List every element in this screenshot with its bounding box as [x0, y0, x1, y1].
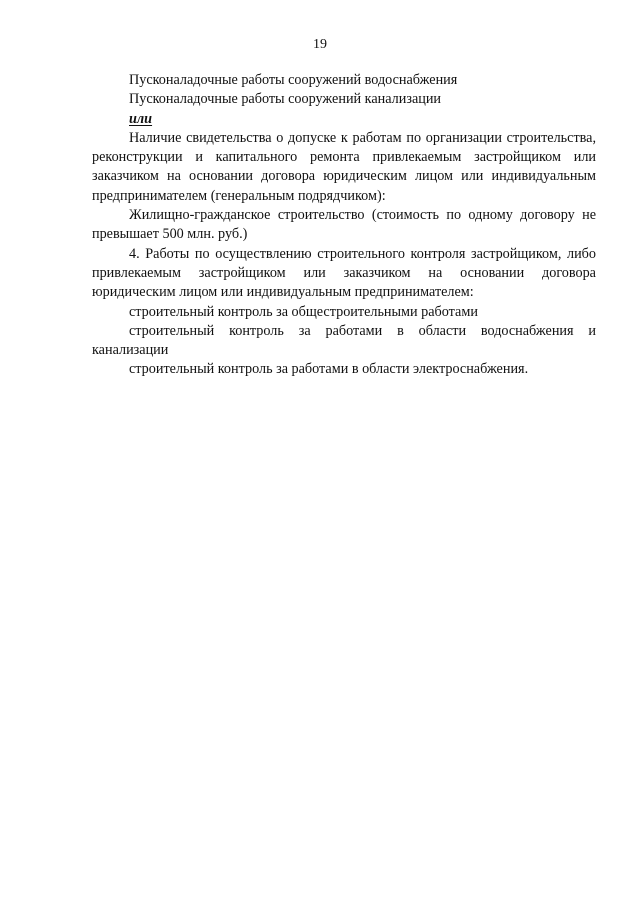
paragraph-or-separator: или: [129, 110, 153, 127]
paragraph-power-supply-control: строительный контроль за работами в области электроснабжения.: [129, 361, 529, 378]
paragraph-water-sewer-control: строительный контроль за работами в области водоснабжения и канализации: [92, 322, 596, 359]
paragraph-residential-construction: Жилищно-гражданское строительство (стоимость по одному договору не превышает 500 млн. руб.): [92, 207, 596, 243]
paragraph-sewerage-commissioning: Пусконаладочные работы сооружений канализации: [129, 91, 442, 108]
document-body: [92, 71, 596, 380]
paragraph-permit-certificate: Наличие свидетельства о допуске к работам по организации строительства, реконструкции и капитального ремонта привлекаемым застройщиком или заказчиком на основании договора юридическим лицом или индивидуальным предпринимателем (генеральным подрядчиком):: [92, 129, 596, 204]
page-number: 19: [313, 37, 327, 52]
paragraph-water-supply-commissioning: Пусконаладочные работы сооружений водоснабжения: [129, 72, 458, 88]
paragraph-construction-control: 4. Работы по осуществлению строительного контроля застройщиком, либо привлекаемым застройщиком или заказчиком на основании договора юридическим лицом или индивидуальным предпринимателем:: [92, 245, 596, 301]
paragraph-general-construction-control: строительный контроль за общестроительными работами: [129, 303, 478, 320]
